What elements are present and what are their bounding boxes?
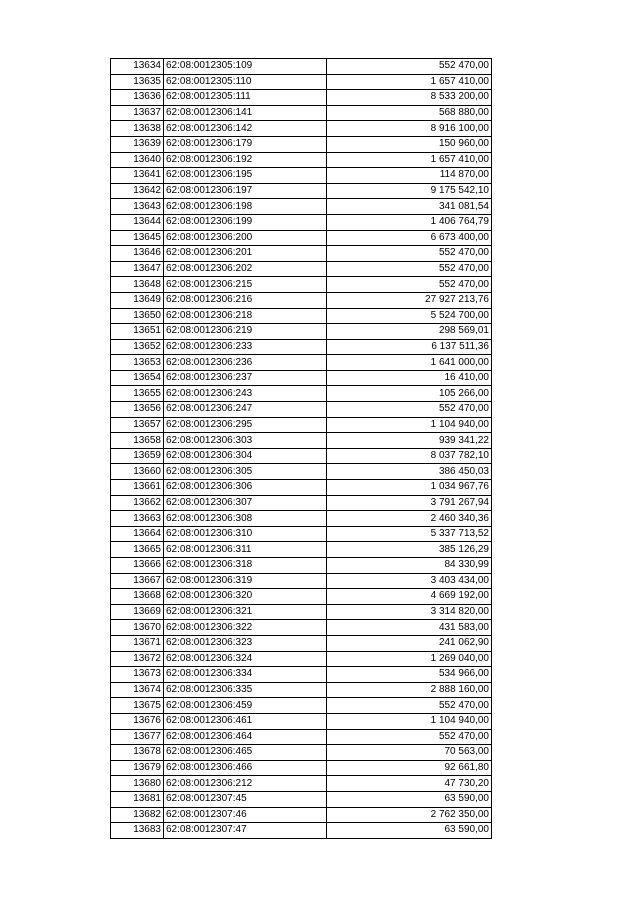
cadastral-number: 62:08:0012306:201 <box>164 246 327 262</box>
cadastral-value: 150 960,00 <box>327 136 492 152</box>
row-number: 13662 <box>111 495 164 511</box>
cadastral-value: 8 533 200,00 <box>327 90 492 106</box>
row-number: 13677 <box>111 729 164 745</box>
row-number: 13648 <box>111 277 164 293</box>
cadastral-value-table <box>110 58 492 839</box>
table-row <box>111 823 492 839</box>
cadastral-number: 62:08:0012306:195 <box>164 168 327 184</box>
cadastral-value: 5 337 713,52 <box>327 526 492 542</box>
cadastral-number: 62:08:0012306:179 <box>164 136 327 152</box>
cadastral-number: 62:08:0012306:303 <box>164 433 327 449</box>
row-number: 13679 <box>111 760 164 776</box>
table-row <box>111 558 492 574</box>
table-row <box>111 168 492 184</box>
row-number: 13661 <box>111 480 164 496</box>
cadastral-number: 62:08:0012306:324 <box>164 651 327 667</box>
row-number: 13660 <box>111 464 164 480</box>
table-row <box>111 604 492 620</box>
row-number: 13646 <box>111 246 164 262</box>
cadastral-value: 341 081,54 <box>327 199 492 215</box>
table-row <box>111 246 492 262</box>
cadastral-number: 62:08:0012306:310 <box>164 526 327 542</box>
cadastral-number: 62:08:0012306:306 <box>164 480 327 496</box>
table-row <box>111 74 492 90</box>
cadastral-number: 62:08:0012307:46 <box>164 807 327 823</box>
cadastral-number: 62:08:0012306:465 <box>164 745 327 761</box>
row-number: 13666 <box>111 558 164 574</box>
row-number: 13636 <box>111 90 164 106</box>
row-number: 13654 <box>111 370 164 386</box>
row-number: 13676 <box>111 713 164 729</box>
table-row <box>111 635 492 651</box>
row-number: 13681 <box>111 791 164 807</box>
row-number: 13655 <box>111 386 164 402</box>
row-number: 13637 <box>111 105 164 121</box>
table-row <box>111 105 492 121</box>
cadastral-value: 1 269 040,00 <box>327 651 492 667</box>
row-number: 13638 <box>111 121 164 137</box>
table-row <box>111 417 492 433</box>
table-row <box>111 324 492 340</box>
table-row <box>111 121 492 137</box>
table-row <box>111 464 492 480</box>
cadastral-number: 62:08:0012306:202 <box>164 261 327 277</box>
table-row <box>111 59 492 75</box>
cadastral-number: 62:08:0012305:109 <box>164 59 327 75</box>
table-row <box>111 760 492 776</box>
cadastral-number: 62:08:0012306:304 <box>164 448 327 464</box>
table-row <box>111 526 492 542</box>
table-row <box>111 261 492 277</box>
table-row <box>111 230 492 246</box>
cadastral-value: 2 460 340,36 <box>327 511 492 527</box>
cadastral-value: 8 916 100,00 <box>327 121 492 137</box>
cadastral-value: 1 104 940,00 <box>327 417 492 433</box>
table-row <box>111 277 492 293</box>
row-number: 13674 <box>111 682 164 698</box>
table-row <box>111 511 492 527</box>
table-row <box>111 807 492 823</box>
table-row <box>111 292 492 308</box>
table-row <box>111 620 492 636</box>
cadastral-number: 62:08:0012306:466 <box>164 760 327 776</box>
table-row <box>111 667 492 683</box>
cadastral-number: 62:08:0012306:199 <box>164 214 327 230</box>
cadastral-value: 534 966,00 <box>327 667 492 683</box>
cadastral-value: 63 590,00 <box>327 791 492 807</box>
cadastral-value: 1 034 967,76 <box>327 480 492 496</box>
cadastral-number: 62:08:0012306:461 <box>164 713 327 729</box>
row-number: 13640 <box>111 152 164 168</box>
cadastral-number: 62:08:0012306:323 <box>164 635 327 651</box>
cadastral-value: 63 590,00 <box>327 823 492 839</box>
cadastral-number: 62:08:0012306:305 <box>164 464 327 480</box>
row-number: 13651 <box>111 324 164 340</box>
cadastral-number: 62:08:0012306:233 <box>164 339 327 355</box>
row-number: 13659 <box>111 448 164 464</box>
cadastral-value: 241 062,90 <box>327 635 492 651</box>
cadastral-number: 62:08:0012306:215 <box>164 277 327 293</box>
row-number: 13678 <box>111 745 164 761</box>
cadastral-value: 6 137 511,36 <box>327 339 492 355</box>
cadastral-value: 298 569,01 <box>327 324 492 340</box>
cadastral-value: 2 888 160,00 <box>327 682 492 698</box>
table-row <box>111 589 492 605</box>
row-number: 13635 <box>111 74 164 90</box>
cadastral-value: 16 410,00 <box>327 370 492 386</box>
table-row <box>111 90 492 106</box>
cadastral-value: 939 341,22 <box>327 433 492 449</box>
cadastral-value: 2 762 350,00 <box>327 807 492 823</box>
table-row <box>111 448 492 464</box>
table-row <box>111 791 492 807</box>
cadastral-value: 3 403 434,00 <box>327 573 492 589</box>
row-number: 13663 <box>111 511 164 527</box>
table-row <box>111 214 492 230</box>
cadastral-number: 62:08:0012307:47 <box>164 823 327 839</box>
row-number: 13665 <box>111 542 164 558</box>
cadastral-number: 62:08:0012306:459 <box>164 698 327 714</box>
cadastral-value: 552 470,00 <box>327 246 492 262</box>
cadastral-value: 385 126,29 <box>327 542 492 558</box>
cadastral-number: 62:08:0012306:464 <box>164 729 327 745</box>
cadastral-number: 62:08:0012305:110 <box>164 74 327 90</box>
row-number: 13664 <box>111 526 164 542</box>
cadastral-value: 1 657 410,00 <box>327 152 492 168</box>
cadastral-number: 62:08:0012306:218 <box>164 308 327 324</box>
row-number: 13653 <box>111 355 164 371</box>
row-number: 13672 <box>111 651 164 667</box>
row-number: 13668 <box>111 589 164 605</box>
row-number: 13649 <box>111 292 164 308</box>
table-row <box>111 370 492 386</box>
row-number: 13683 <box>111 823 164 839</box>
cadastral-value: 568 880,00 <box>327 105 492 121</box>
row-number: 13680 <box>111 776 164 792</box>
cadastral-number: 62:08:0012306:320 <box>164 589 327 605</box>
table-row <box>111 339 492 355</box>
cadastral-number: 62:08:0012306:295 <box>164 417 327 433</box>
cadastral-number: 62:08:0012306:311 <box>164 542 327 558</box>
cadastral-number: 62:08:0012306:318 <box>164 558 327 574</box>
row-number: 13645 <box>111 230 164 246</box>
cadastral-value: 386 450,03 <box>327 464 492 480</box>
cadastral-number: 62:08:0012306:219 <box>164 324 327 340</box>
table-row <box>111 183 492 199</box>
row-number: 13644 <box>111 214 164 230</box>
table-row <box>111 713 492 729</box>
cadastral-number: 62:08:0012306:197 <box>164 183 327 199</box>
cadastral-value: 1 104 940,00 <box>327 713 492 729</box>
table-row <box>111 745 492 761</box>
cadastral-number: 62:08:0012306:319 <box>164 573 327 589</box>
cadastral-number: 62:08:0012306:237 <box>164 370 327 386</box>
row-number: 13639 <box>111 136 164 152</box>
table-row <box>111 199 492 215</box>
table-row <box>111 386 492 402</box>
cadastral-value: 114 870,00 <box>327 168 492 184</box>
cadastral-value: 92 661,80 <box>327 760 492 776</box>
cadastral-number: 62:08:0012306:142 <box>164 121 327 137</box>
cadastral-value: 6 673 400,00 <box>327 230 492 246</box>
table-row <box>111 542 492 558</box>
row-number: 13671 <box>111 635 164 651</box>
cadastral-number: 62:08:0012306:322 <box>164 620 327 636</box>
cadastral-number: 62:08:0012306:236 <box>164 355 327 371</box>
row-number: 13647 <box>111 261 164 277</box>
cadastral-number: 62:08:0012306:334 <box>164 667 327 683</box>
row-number: 13667 <box>111 573 164 589</box>
row-number: 13670 <box>111 620 164 636</box>
row-number: 13682 <box>111 807 164 823</box>
cadastral-number: 62:08:0012306:247 <box>164 402 327 418</box>
cadastral-value: 552 470,00 <box>327 277 492 293</box>
row-number: 13642 <box>111 183 164 199</box>
cadastral-number: 62:08:0012306:308 <box>164 511 327 527</box>
row-number: 13656 <box>111 402 164 418</box>
cadastral-value: 5 524 700,00 <box>327 308 492 324</box>
row-number: 13634 <box>111 59 164 75</box>
cadastral-value: 105 266,00 <box>327 386 492 402</box>
cadastral-value: 4 669 192,00 <box>327 589 492 605</box>
table-row <box>111 355 492 371</box>
row-number: 13650 <box>111 308 164 324</box>
table-row <box>111 152 492 168</box>
table-row <box>111 776 492 792</box>
cadastral-number: 62:08:0012306:198 <box>164 199 327 215</box>
row-number: 13658 <box>111 433 164 449</box>
cadastral-value: 552 470,00 <box>327 402 492 418</box>
cadastral-value: 1 657 410,00 <box>327 74 492 90</box>
row-number: 13657 <box>111 417 164 433</box>
cadastral-number: 62:08:0012306:200 <box>164 230 327 246</box>
cadastral-value: 552 470,00 <box>327 729 492 745</box>
cadastral-value: 9 175 542,10 <box>327 183 492 199</box>
table-row <box>111 698 492 714</box>
cadastral-number: 62:08:0012306:307 <box>164 495 327 511</box>
cadastral-number: 62:08:0012306:212 <box>164 776 327 792</box>
row-number: 13675 <box>111 698 164 714</box>
cadastral-value: 431 583,00 <box>327 620 492 636</box>
table-row <box>111 682 492 698</box>
cadastral-value: 3 314 820,00 <box>327 604 492 620</box>
cadastral-number: 62:08:0012305:111 <box>164 90 327 106</box>
cadastral-value: 70 563,00 <box>327 745 492 761</box>
cadastral-value: 552 470,00 <box>327 59 492 75</box>
cadastral-value: 1 406 764,79 <box>327 214 492 230</box>
cadastral-number: 62:08:0012306:335 <box>164 682 327 698</box>
table-row <box>111 433 492 449</box>
cadastral-number: 62:08:0012306:243 <box>164 386 327 402</box>
table-row <box>111 651 492 667</box>
row-number: 13673 <box>111 667 164 683</box>
cadastral-value: 3 791 267,94 <box>327 495 492 511</box>
table-row <box>111 495 492 511</box>
cadastral-number: 62:08:0012306:141 <box>164 105 327 121</box>
table-row <box>111 480 492 496</box>
table-row <box>111 402 492 418</box>
table-body <box>111 59 492 839</box>
cadastral-number: 62:08:0012306:192 <box>164 152 327 168</box>
row-number: 13643 <box>111 199 164 215</box>
cadastral-value: 1 641 000,00 <box>327 355 492 371</box>
row-number: 13669 <box>111 604 164 620</box>
cadastral-number: 62:08:0012306:216 <box>164 292 327 308</box>
table-row <box>111 573 492 589</box>
row-number: 13652 <box>111 339 164 355</box>
table-row <box>111 136 492 152</box>
cadastral-value: 552 470,00 <box>327 698 492 714</box>
cadastral-value: 84 330,99 <box>327 558 492 574</box>
cadastral-value: 47 730,20 <box>327 776 492 792</box>
row-number: 13641 <box>111 168 164 184</box>
cadastral-value: 8 037 782,10 <box>327 448 492 464</box>
cadastral-value: 552 470,00 <box>327 261 492 277</box>
table-row <box>111 308 492 324</box>
cadastral-number: 62:08:0012307:45 <box>164 791 327 807</box>
table-row <box>111 729 492 745</box>
cadastral-value: 27 927 213,76 <box>327 292 492 308</box>
cadastral-number: 62:08:0012306:321 <box>164 604 327 620</box>
